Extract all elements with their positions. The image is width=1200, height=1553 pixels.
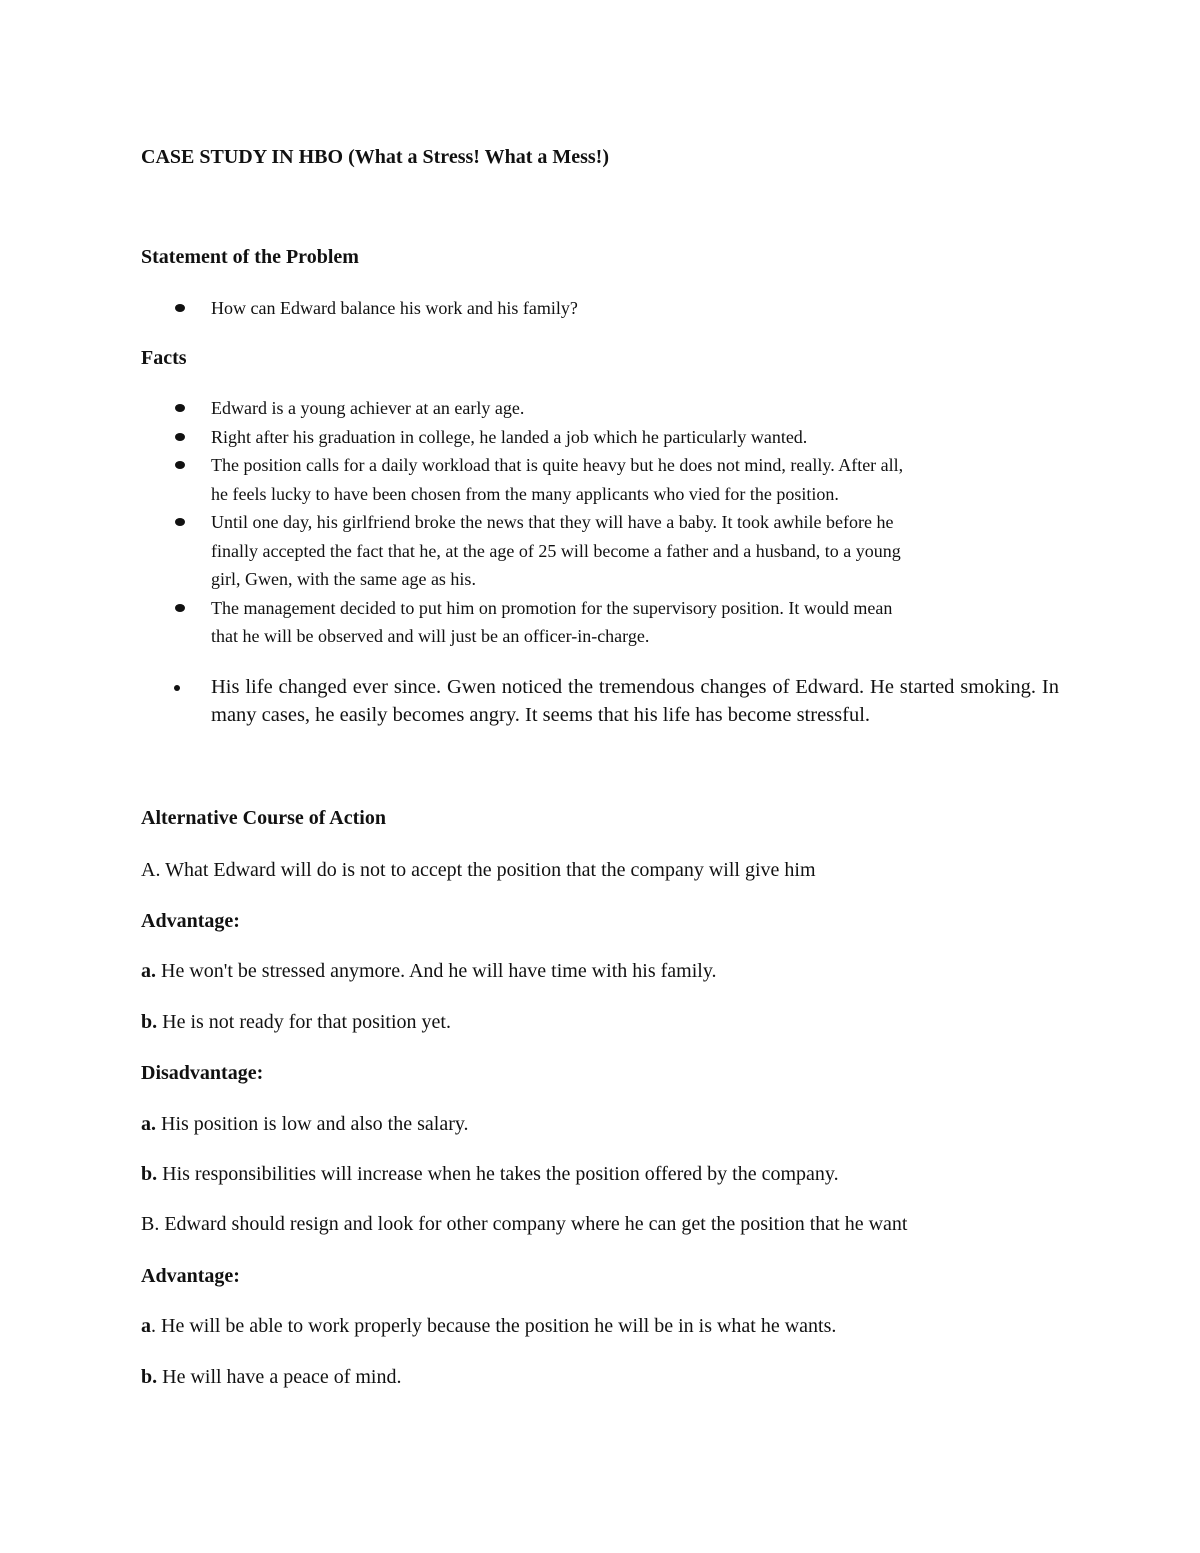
alternative-b-advantage-heading: Advantage: (141, 1265, 240, 1287)
facts-heading: Facts (141, 347, 187, 369)
list-item: Edward is a young achiever at an early age. (211, 394, 1071, 423)
problem-heading: Statement of the Problem (141, 246, 359, 268)
alternative-a-advantage-a: a. He won't be stressed anymore. And he will have time with his family. (141, 960, 717, 982)
alternative-a: A. What Edward will do is not to accept the position that the company will give him (141, 859, 816, 881)
facts-list (211, 394, 1071, 651)
list-item: The position calls for a daily workload that is quite heavy but he does not mind, really. After all, (211, 451, 1071, 480)
list-item: Right after his graduation in college, he landed a job which he particularly wanted. (211, 423, 1071, 452)
alternative-a-disadvantage-b: b. His responsibilities will increase when he takes the position offered by the company. (141, 1163, 839, 1185)
bullet-icon (175, 461, 185, 469)
list-item-continuation: he feels lucky to have been chosen from the many applicants who vied for the position. (211, 483, 839, 504)
alternative-b: B. Edward should resign and look for other company where he can get the position that he want (141, 1213, 908, 1235)
bullet-icon (175, 518, 185, 526)
alternatives-heading: Alternative Course of Action (141, 807, 386, 829)
bullet-icon (175, 433, 185, 441)
document-title: CASE STUDY IN HBO (What a Stress! What a Mess!) (141, 146, 609, 168)
list-item: The management decided to put him on promotion for the supervisory position. It would mean (211, 594, 1071, 623)
alternative-a-advantage-b: b. He is not ready for that position yet. (141, 1011, 451, 1033)
bullet-icon (175, 604, 185, 612)
alternative-b-advantage-a: a. He will be able to work properly because the position he will be in is what he wants. (141, 1315, 837, 1337)
alternative-a-disadvantage-heading: Disadvantage: (141, 1062, 264, 1084)
list-item-continuation: that he will be observed and will just be an officer-in-charge. (211, 626, 650, 646)
list-item-continuation: girl, Gwen, with the same age as his. (211, 569, 476, 589)
bullet-icon (175, 304, 185, 312)
facts-last-item: His life changed ever since. Gwen noticed the tremendous changes of Edward. He started smoking. In many cases, he easily becomes angry. It seems that his life has become stressful. (211, 674, 1059, 729)
bullet-icon (174, 685, 180, 691)
alternative-a-disadvantage-a: a. His position is low and also the salary. (141, 1113, 469, 1135)
list-item: Until one day, his girlfriend broke the news that they will have a baby. It took awhile before he (211, 508, 1071, 537)
alternative-a-advantage-heading: Advantage: (141, 910, 240, 932)
bullet-icon (175, 404, 185, 412)
alternative-b-advantage-b: b. He will have a peace of mind. (141, 1366, 402, 1388)
problem-list (211, 294, 1071, 323)
list-item-continuation: finally accepted the fact that he, at the age of 25 will become a father and a husband, to a young (211, 540, 901, 561)
list-item: How can Edward balance his work and his family? (211, 294, 1071, 323)
